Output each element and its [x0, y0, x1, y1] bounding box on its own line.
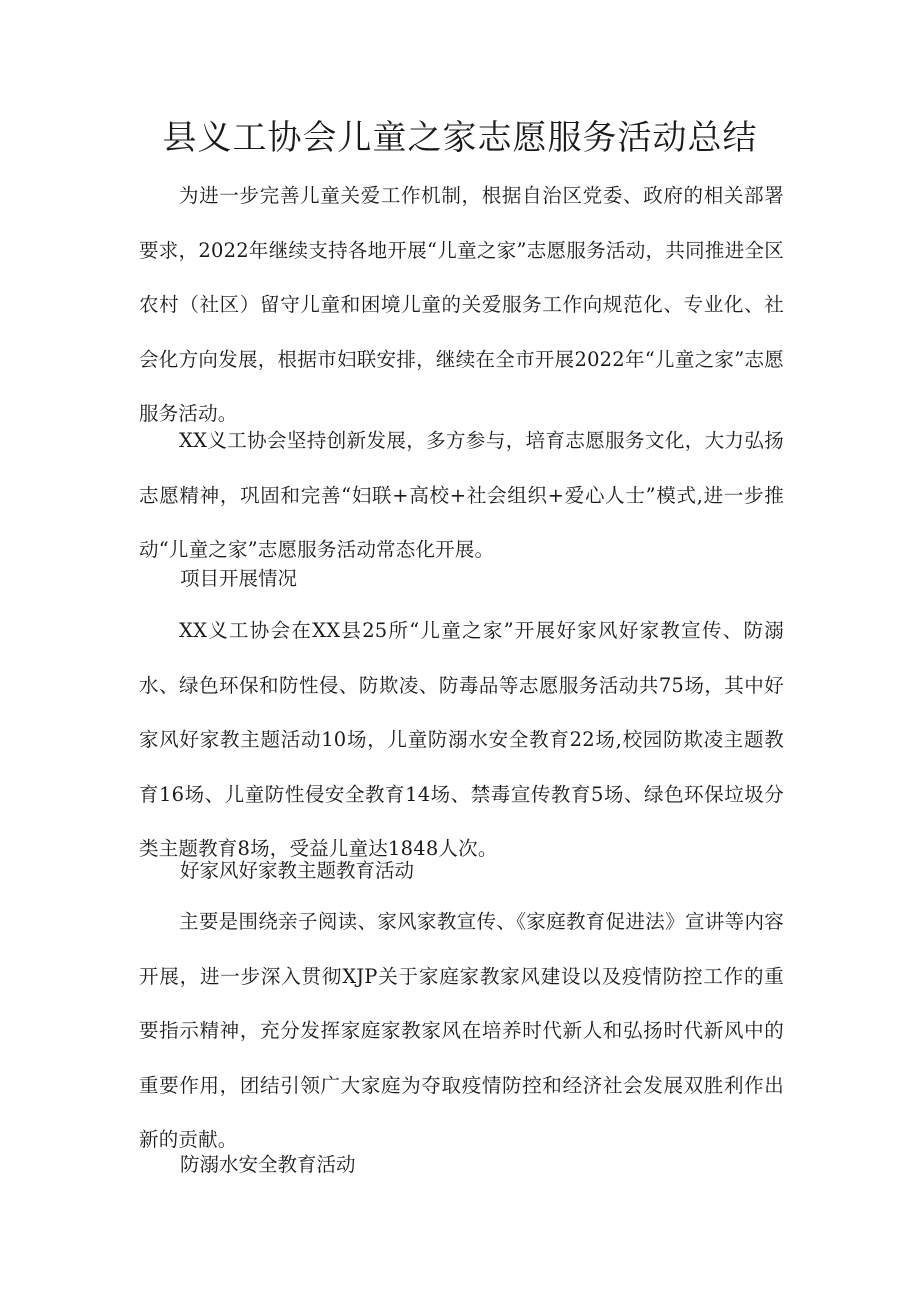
document-title: 县义工协会儿童之家志愿服务活动总结 — [162, 118, 758, 158]
paragraph-project-overview: XX义工协会在XX县25所“儿童之家”开展好家风好家教宣传、防溺水、绿色环保和防性侵、防欺凌、防毒品等志愿服务活动共75场，其中好家风好家教主题活动10场，儿童防溺水安全教育22场,校园防欺凌主题教育16场、儿童防性侵安全教育14场、禁毒宣传教育5场、绿色环保垃圾分类主题教育8场，受益儿童达1848人次。 — [139, 619, 784, 860]
paragraph-family-content: 主要是围绕亲子阅读、家风家教宣传、《家庭教育促进法》宣讲等内容开展，进一步深入贯彻XJP关于家庭家教家风建设以及疫情防控工作的重要指示精神，充分发挥家庭家教家风在培养时代新人和弘扬时代新风中的重要作用，团结引领广大家庭为夺取疫情防控和经济社会发展双胜利作出新的贡献。 — [139, 910, 784, 1151]
heading-drowning-activity: 防溺水安全教育活动 — [180, 1153, 356, 1176]
paragraph-intro: 为进一步完善儿童关爱工作机制，根据自治区党委、政府的相关部署要求，2022年继续支持各地开展“儿童之家”志愿服务活动，共同推进全区农村（社区）留守儿童和困境儿童的关爱服务工作向规范化、专业化、社会化方向发展，根据市妇联安排，继续在全市开展2022年“儿童之家”志愿服务活动。 — [139, 184, 784, 425]
heading-project-status: 项目开展情况 — [180, 567, 298, 590]
heading-family-activity: 好家风好家教主题教育活动 — [180, 859, 415, 882]
paragraph-association: XX义工协会坚持创新发展，多方参与，培育志愿服务文化，大力弘扬志愿精神，巩固和完善“妇联+高校+社会组织+爱心人士”模式,进一步推动“儿童之家”志愿服务活动常态化开展。 — [139, 429, 784, 561]
